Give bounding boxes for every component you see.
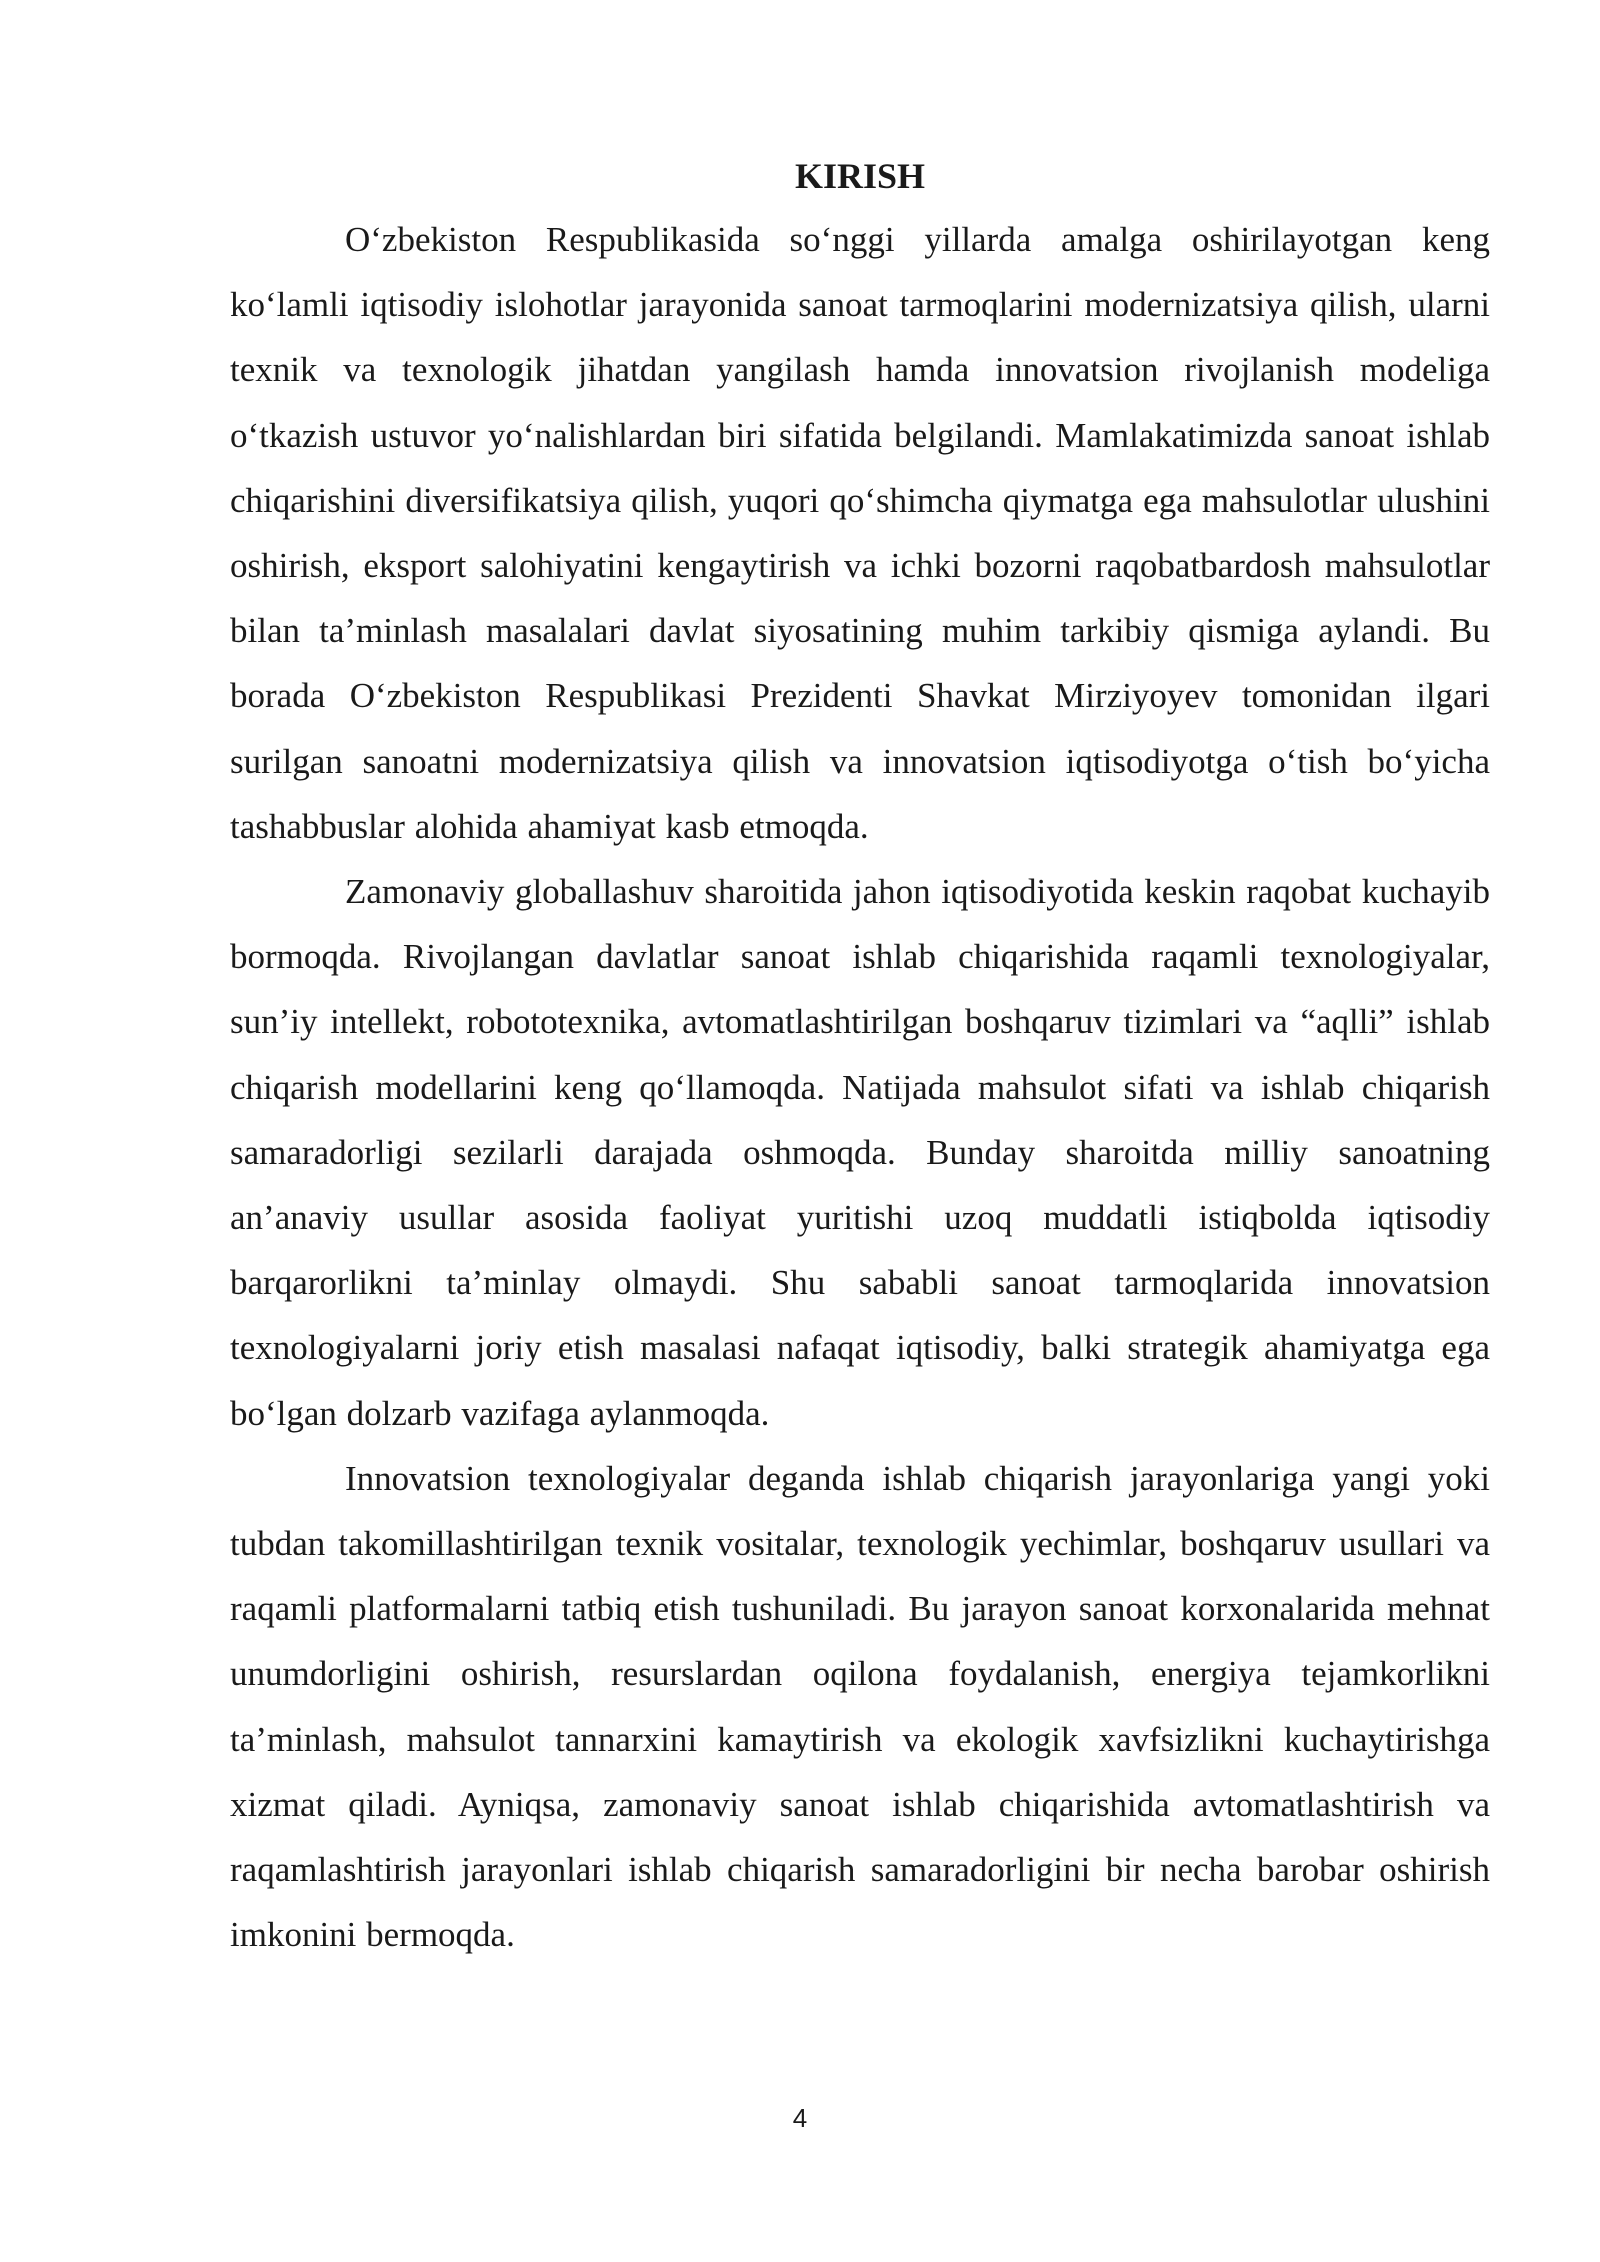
- section-title: KIRISH: [794, 156, 926, 196]
- paragraph-1: O‘zbekiston Respublikasida so‘nggi yillarda amalga oshirilayotgan keng ko‘lamli iqtisodiy islohotlar jarayonida sanoat tarmoqlarini modernizatsiya qilish, ularni texnik va texnologik jihatdan yangilash hamda innovatsion rivojlanish modeliga o‘tkazish ustuvor yo‘nalishlardan biri sifatida belgilandi. Mamlakatimizda sanoat ishlab chiqarishini diversifikatsiya qilish, yuqori qo‘shimcha qiymatga ega mahsulotlar ulushini oshirish, eksport salohiyatini kengaytirish va ichki bozorni raqobatbardosh mahsulotlar bilan ta’minlash masalalari davlat siyosatining muhim tarkibiy qismiga aylandi. Bu borada O‘zbekiston Respublikasi Prezidenti Shavkat Mirziyoyev tomonidan ilgari surilgan sanoatni modernizatsiya qilish va innovatsion iqtisodiyotga o‘tish bo‘yicha tashabbuslar alohida ahamiyat kasb etmoqda.: [230, 220, 1490, 846]
- page-number: 4: [792, 2103, 808, 2133]
- paragraph-3: Innovatsion texnologiyalar deganda ishlab chiqarish jarayonlariga yangi yoki tubdan takomillashtirilgan texnik vositalar, texnologik yechimlar, boshqaruv usullari va raqamli platformalarni tatbiq etish tushuniladi. Bu jarayon sanoat korxonalarida mehnat unumdorligini oshirish, resurslardan oqilona foydalanish, energiya tejamkorlikni ta’minlash, mahsulot tannarxini kamaytirish va ekologik xavfsizlikni kuchaytirishga xizmat qiladi. Ayniqsa, zamonaviy sanoat ishlab chiqarishida avtomatlashtirish va raqamlashtirish jarayonlari ishlab chiqarish samaradorligini bir necha barobar oshirish imkonini bermoqda.: [230, 1458, 1490, 1955]
- paragraph-2: Zamonaviy globallashuv sharoitida jahon iqtisodiyotida keskin raqobat kuchayib bormoqda. Rivojlangan davlatlar sanoat ishlab chiqarishida raqamli texnologiyalar, sun’iy intellekt, robototexnika, avtomatlashtirilgan boshqaruv tizimlari va “aqlli” ishlab chiqarish modellarini keng qo‘llamoqda. Natijada mahsulot sifati va ishlab chiqarish samaradorligi sezilarli darajada oshmoqda. Bunday sharoitda milliy sanoatning an’anaviy usullar asosida faoliyat yuritishi uzoq muddatli istiqbolda iqtisodiy barqarorlikni ta’minlay olmaydi. Shu sababli sanoat tarmoqlarida innovatsion texnologiyalarni joriy etish masalasi nafaqat iqtisodiy, balki strategik ahamiyatga ega bo‘lgan dolzarb vazifaga aylanmoqda.: [230, 872, 1490, 1433]
- page-content: [230, 150, 1490, 1967]
